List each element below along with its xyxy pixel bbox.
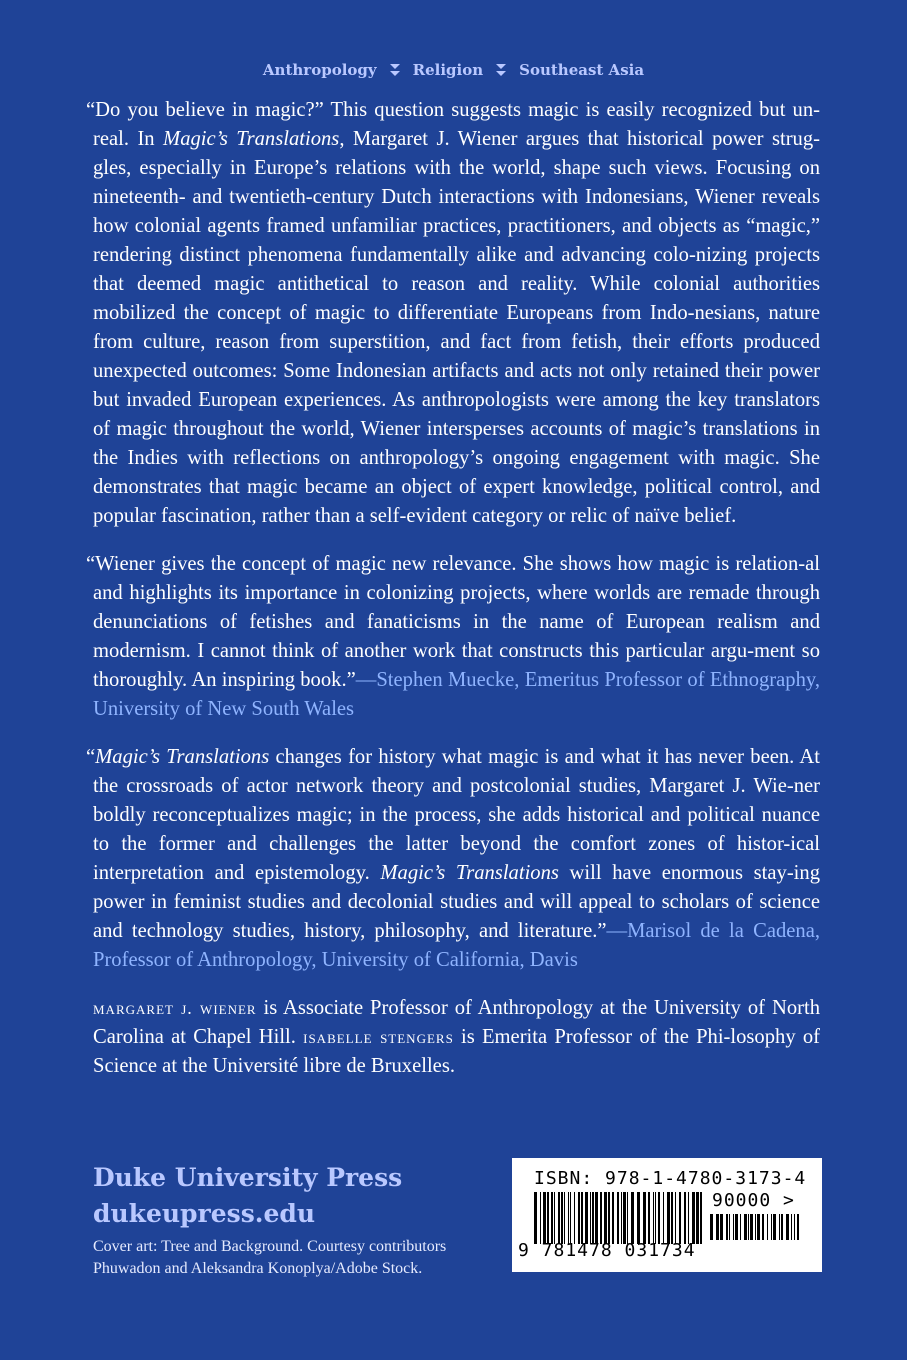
back-cover-text <box>86 96 821 1081</box>
barcode-bars-icon <box>534 1192 704 1244</box>
isbn-barcode <box>512 1158 822 1272</box>
cover-art-credit: Cover art: Tree and Background. Courtesy contributors Phuwadon and Aleksandra Konoplya/Adobe Stock. <box>93 1238 447 1277</box>
description-paragraph: “Do you believe in magic?” This question suggests magic is easily recognized but un-real. In Magic’s Translations, Margaret J. Wiener argues that historical power strug-gles, especially in Europe’s relations with the world, shape such views. Focusing on nineteenth- and twentieth-century Dutch interactions with Indonesians, Wiener reveals how colonial agents framed unfamiliar practices, practitioners, and objects as “magic,” rendering distinct phenomena fundamentally alike and advancing colo-nizing projects that deemed magic antithetical to reason and reality. While colonial authorities mobilized the concept of magic to differentiate Europeans from Indo-nesians, nature from culture, reason from superstition, and fact from fetish, their efforts produced unexpected outcomes: Some Indonesian artifacts and acts not only retained their power but invaded European experiences. As anthropologists were among the key translators of magic throughout the world, Wiener intersperses accounts of magic’s translations in the Indies with reflections on anthropology’s ongoing engagement with magic. She demonstrates that magic became an object of expert knowledge, political control, and popular fascination, rather than a self-evident category or relic of naïve belief. <box>86 99 821 527</box>
publisher-url: dukeupress.edu <box>93 1199 316 1228</box>
publisher-name: Duke University Press <box>93 1163 403 1192</box>
author-name: margaret j. wiener <box>93 998 257 1018</box>
author-name: isabelle stengers <box>303 1027 454 1047</box>
publisher-block <box>93 1160 402 1232</box>
barcode-digits: 9 781478 031734 <box>518 1240 696 1261</box>
double-chevron-icon <box>495 63 507 77</box>
book-title: Magic’s Translations <box>380 862 559 884</box>
blurb-de-la-cadena: “Magic’s Translations changes for history what magic is and what it has never been. At the crossroads of actor network theory and postcolonial studies, Margaret J. Wie-ner boldly reconceptualizes magic; in the process, she adds historical and political nuance to the former and challenges the latter beyond the comfort zones of histor-ical interpretation and epistemology. Magic’s Translations will have enormous stay-ing power in feminist studies and decolonial studies and will appeal to scholars of science and technology studies, history, philosophy, and literature.”—Marisol de la Cadena, Professor of Anthropology, University of California, Davis <box>86 746 821 971</box>
blurb-muecke: “Wiener gives the concept of magic new relevance. She shows how magic is relation-al and highlights its importance in colonizing projects, where worlds are remade through denunciations of fetishes and fanaticisms in the name of European realism and modernism. I cannot think of another work that constructs this particular argu-ment so thoroughly. An inspiring book.”—Stephen Muecke, Emeritus Professor of Ethnography, University of New South Wales <box>86 553 821 720</box>
price-addon: 90000 > <box>712 1190 795 1211</box>
author-bio: margaret j. wiener is Associate Professor of Anthropology at the University of North Carolina at Chapel Hill. isabelle stengers is Emerita Professor of the Phi-losophy of Science at the Université libre de Bruxelles. <box>93 997 820 1077</box>
category-religion: Religion <box>412 61 484 79</box>
book-title: Magic’s Translations <box>163 128 340 150</box>
book-title: Magic’s Translations <box>95 746 270 768</box>
category-anthropology: Anthropology <box>262 61 377 79</box>
blurb-attribution: —Stephen Muecke, Emeritus Professor of Ethnography, University of New South Wales <box>93 669 821 720</box>
category-southeast-asia: Southeast Asia <box>519 61 645 79</box>
addon-bars-icon <box>710 1214 802 1240</box>
isbn-label: ISBN: 978-1-4780-3173-4 <box>534 1168 807 1189</box>
subject-categories <box>0 50 907 90</box>
double-chevron-icon <box>389 63 401 77</box>
blurb-attribution: —Marisol de la Cadena, Professor of Anthropology, University of California, Davis <box>93 920 820 971</box>
